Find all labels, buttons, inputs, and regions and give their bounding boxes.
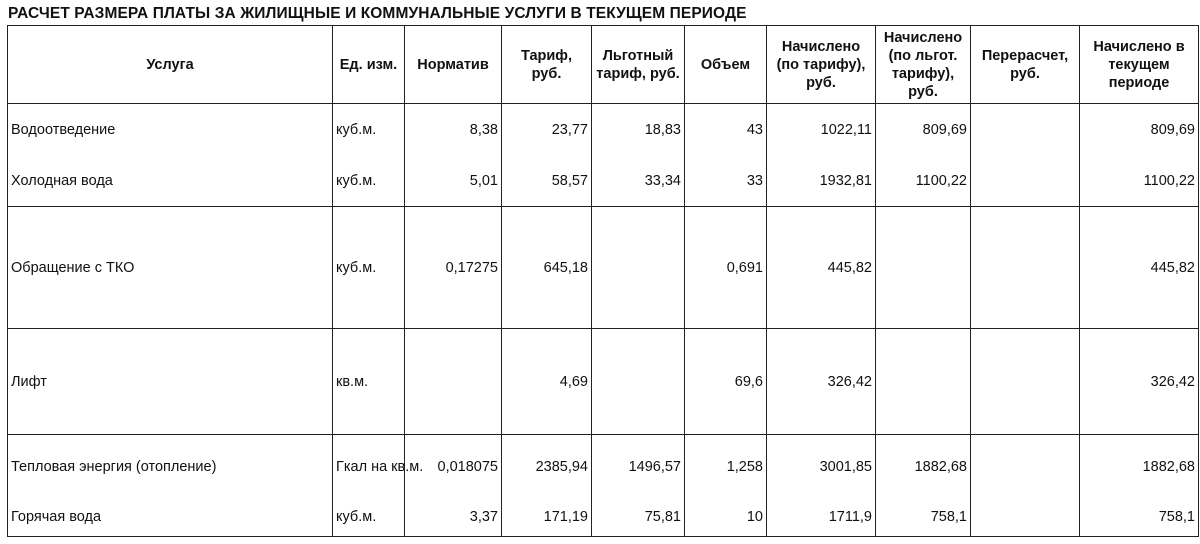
- cell-norm: 3,37: [405, 499, 502, 537]
- table-row: [8, 499, 1199, 537]
- cell-volume: 33: [685, 156, 767, 207]
- cell-recalc: [971, 156, 1080, 207]
- header-recalc: Перерасчет, руб.: [971, 26, 1080, 104]
- cell-charged-tariff: 3001,85: [767, 435, 876, 499]
- cell-unit: Гкал на кв.м.: [333, 435, 405, 499]
- cell-charged-tariff: 326,42: [767, 329, 876, 435]
- cell-benefit-tariff: 33,34: [592, 156, 685, 207]
- cell-service: Холодная вода: [8, 156, 333, 207]
- cell-charged-benefit: 1882,68: [876, 435, 971, 499]
- cell-tariff: 645,18: [502, 207, 592, 329]
- cell-charged-tariff: 1022,11: [767, 104, 876, 156]
- cell-recalc: [971, 104, 1080, 156]
- cell-charged-period: 758,1: [1080, 499, 1199, 537]
- cell-charged-period: 445,82: [1080, 207, 1199, 329]
- header-volume: Объем: [685, 26, 767, 104]
- cell-unit: куб.м.: [333, 499, 405, 537]
- cell-benefit-tariff: [592, 207, 685, 329]
- cell-benefit-tariff: 75,81: [592, 499, 685, 537]
- billing-table: [7, 25, 1199, 537]
- cell-volume: 43: [685, 104, 767, 156]
- cell-recalc: [971, 435, 1080, 499]
- header-charged-tariff: Начислено (по тарифу), руб.: [767, 26, 876, 104]
- cell-unit: куб.м.: [333, 104, 405, 156]
- cell-charged-benefit: [876, 329, 971, 435]
- cell-charged-benefit: 1100,22: [876, 156, 971, 207]
- cell-unit: кв.м.: [333, 329, 405, 435]
- header-row: [8, 26, 1199, 104]
- header-service: Услуга: [8, 26, 333, 104]
- cell-service: Лифт: [8, 329, 333, 435]
- cell-service: Водоотведение: [8, 104, 333, 156]
- header-tariff: Тариф, руб.: [502, 26, 592, 104]
- cell-norm: 0,018075: [405, 435, 502, 499]
- cell-charged-period: 1100,22: [1080, 156, 1199, 207]
- cell-charged-benefit: 809,69: [876, 104, 971, 156]
- cell-volume: 1,258: [685, 435, 767, 499]
- cell-norm: 8,38: [405, 104, 502, 156]
- cell-norm: [405, 329, 502, 435]
- cell-benefit-tariff: 1496,57: [592, 435, 685, 499]
- cell-service: Обращение с ТКО: [8, 207, 333, 329]
- cell-recalc: [971, 207, 1080, 329]
- table-row: [8, 435, 1199, 499]
- header-charged-period: Начислено в текущем периоде: [1080, 26, 1199, 104]
- table-row: [8, 104, 1199, 156]
- table-row: [8, 329, 1199, 435]
- cell-service: Тепловая энергия (отопление): [8, 435, 333, 499]
- cell-charged-tariff: 1932,81: [767, 156, 876, 207]
- cell-charged-tariff: 1711,9: [767, 499, 876, 537]
- cell-charged-tariff: 445,82: [767, 207, 876, 329]
- cell-benefit-tariff: [592, 329, 685, 435]
- cell-recalc: [971, 329, 1080, 435]
- cell-charged-period: 326,42: [1080, 329, 1199, 435]
- cell-charged-period: 809,69: [1080, 104, 1199, 156]
- cell-unit: куб.м.: [333, 156, 405, 207]
- page-title: РАСЧЕТ РАЗМЕРА ПЛАТЫ ЗА ЖИЛИЩНЫЕ И КОММУНАЛЬНЫЕ УСЛУГИ В ТЕКУЩЕМ ПЕРИОДЕ: [8, 5, 747, 22]
- cell-service: Горячая вода: [8, 499, 333, 537]
- header-unit: Ед. изм.: [333, 26, 405, 104]
- cell-tariff: 4,69: [502, 329, 592, 435]
- cell-norm: 0,17275: [405, 207, 502, 329]
- cell-volume: 69,6: [685, 329, 767, 435]
- header-charged-benefit: Начислено (по льгот. тарифу), руб.: [876, 26, 971, 104]
- cell-charged-benefit: [876, 207, 971, 329]
- cell-unit: куб.м.: [333, 207, 405, 329]
- cell-tariff: 58,57: [502, 156, 592, 207]
- cell-tariff: 2385,94: [502, 435, 592, 499]
- cell-charged-benefit: 758,1: [876, 499, 971, 537]
- table-row: [8, 156, 1199, 207]
- cell-volume: 0,691: [685, 207, 767, 329]
- header-norm: Норматив: [405, 26, 502, 104]
- cell-tariff: 23,77: [502, 104, 592, 156]
- table-row: [8, 207, 1199, 329]
- cell-recalc: [971, 499, 1080, 537]
- header-benefit-tariff: Льготный тариф, руб.: [592, 26, 685, 104]
- cell-volume: 10: [685, 499, 767, 537]
- cell-benefit-tariff: 18,83: [592, 104, 685, 156]
- cell-norm: 5,01: [405, 156, 502, 207]
- cell-tariff: 171,19: [502, 499, 592, 537]
- cell-charged-period: 1882,68: [1080, 435, 1199, 499]
